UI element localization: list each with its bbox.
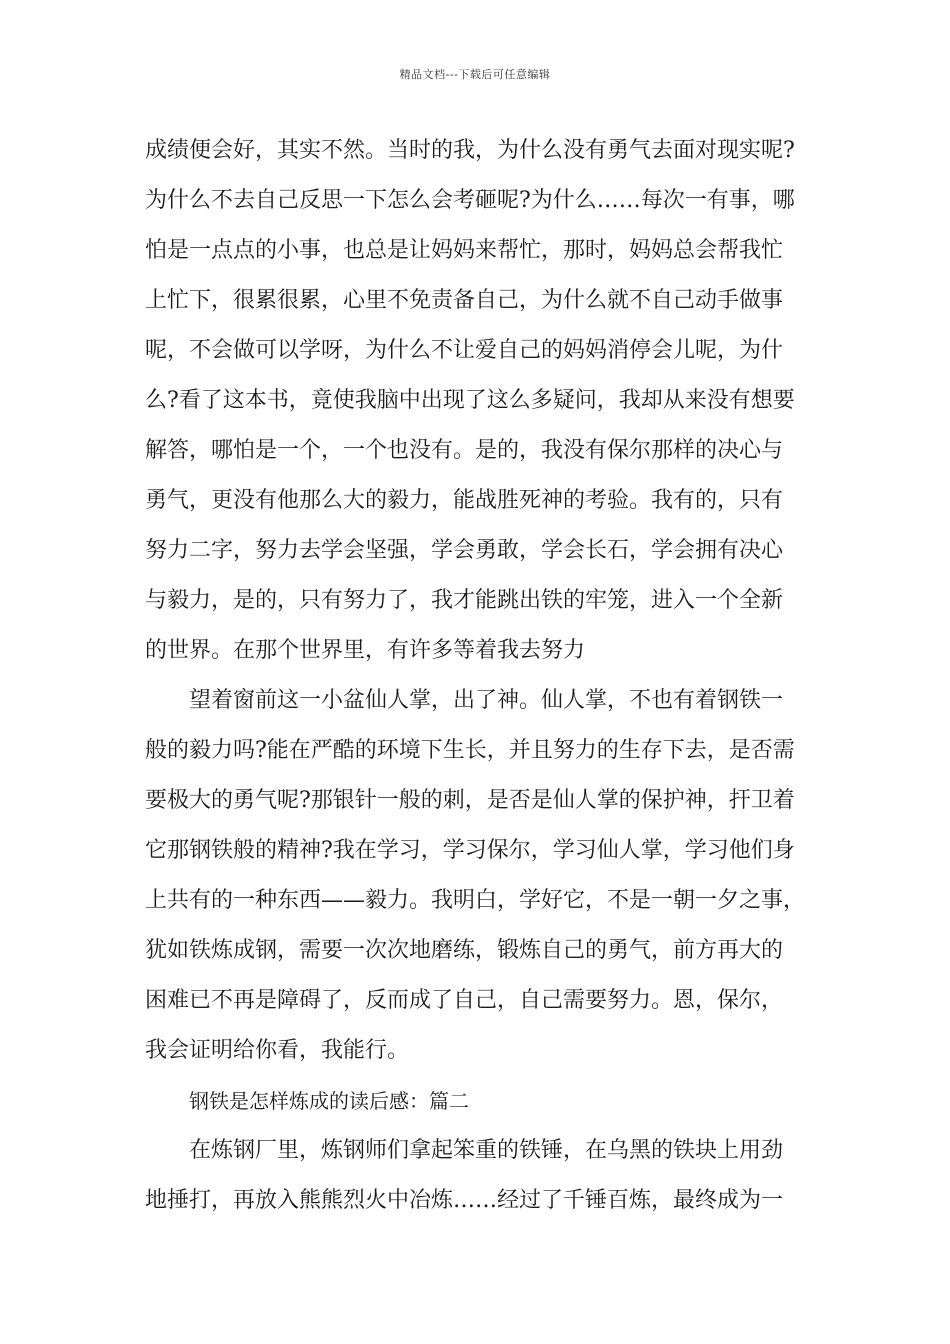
text-line: 上共有的一种东西——毅力。我明白，学好它，不是一朝一夕之事，	[145, 888, 806, 913]
text-line: 困难已不再是障碍了，反而成了自己，自己需要努力。恩，保尔，	[145, 988, 784, 1013]
text-line: 呢，不会做可以学呀，为什么不让爱自己的妈妈消停会儿呢，为什	[145, 338, 784, 363]
text-line: 为什么不去自己反思一下怎么会考砸呢?为什么……每次一有事，哪	[145, 188, 795, 213]
text-line: 怕是一点点的小事，也总是让妈妈来帮忙，那时，妈妈总会帮我忙	[145, 238, 784, 263]
text-line: 勇气，更没有他那么大的毅力，能战胜死神的考验。我有的，只有	[145, 488, 784, 513]
text-line: 努力二字，努力去学会坚强，学会勇敢，学会长石，学会拥有决心	[145, 538, 784, 563]
text-line: 的世界。在那个世界里，有许多等着我去努力	[145, 638, 586, 663]
text-line: 望着窗前这一小盆仙人掌，出了神。仙人掌，不也有着钢铁一	[189, 688, 784, 713]
text-line: 与毅力，是的，只有努力了，我才能跳出铁的牢笼，进入一个全新	[145, 588, 784, 613]
text-line: 成绩便会好，其实不然。当时的我，为什么没有勇气去面对现实呢?	[145, 138, 795, 163]
text-line: 它那钢铁般的精神?我在学习，学习保尔，学习仙人掌，学习他们身	[145, 838, 795, 863]
text-line: 在炼钢厂里，炼钢师们拿起笨重的铁锤，在乌黑的铁块上用劲	[189, 1138, 784, 1163]
text-line: 解答，哪怕是一个，一个也没有。是的，我没有保尔那样的决心与	[145, 438, 784, 463]
text-line: 般的毅力吗?能在严酷的环境下生长，并且努力的生存下去，是否需	[145, 738, 795, 763]
text-line: 么?看了这本书，竟使我脑中出现了这么多疑问，我却从来没有想要	[145, 388, 795, 413]
text-line: 要极大的勇气呢?那银针一般的刺，是否是仙人掌的保护神，扞卫着	[145, 788, 795, 813]
page-header: 精品文档---下载后可任意编辑	[399, 68, 551, 81]
text-line: 上忙下，很累很累，心里不免责备自己，为什么就不自己动手做事	[145, 288, 784, 313]
text-line: 我会证明给你看，我能行。	[145, 1038, 410, 1063]
text-line: 地捶打，再放入熊熊烈火中冶炼……经过了千锤百炼，最终成为一	[145, 1188, 784, 1213]
section-heading: 钢铁是怎样炼成的读后感：篇二	[189, 1089, 469, 1113]
document-body	[145, 126, 825, 1226]
text-line: 犹如铁炼成钢，需要一次次地磨练，锻炼自己的勇气，前方再大的	[145, 938, 784, 963]
